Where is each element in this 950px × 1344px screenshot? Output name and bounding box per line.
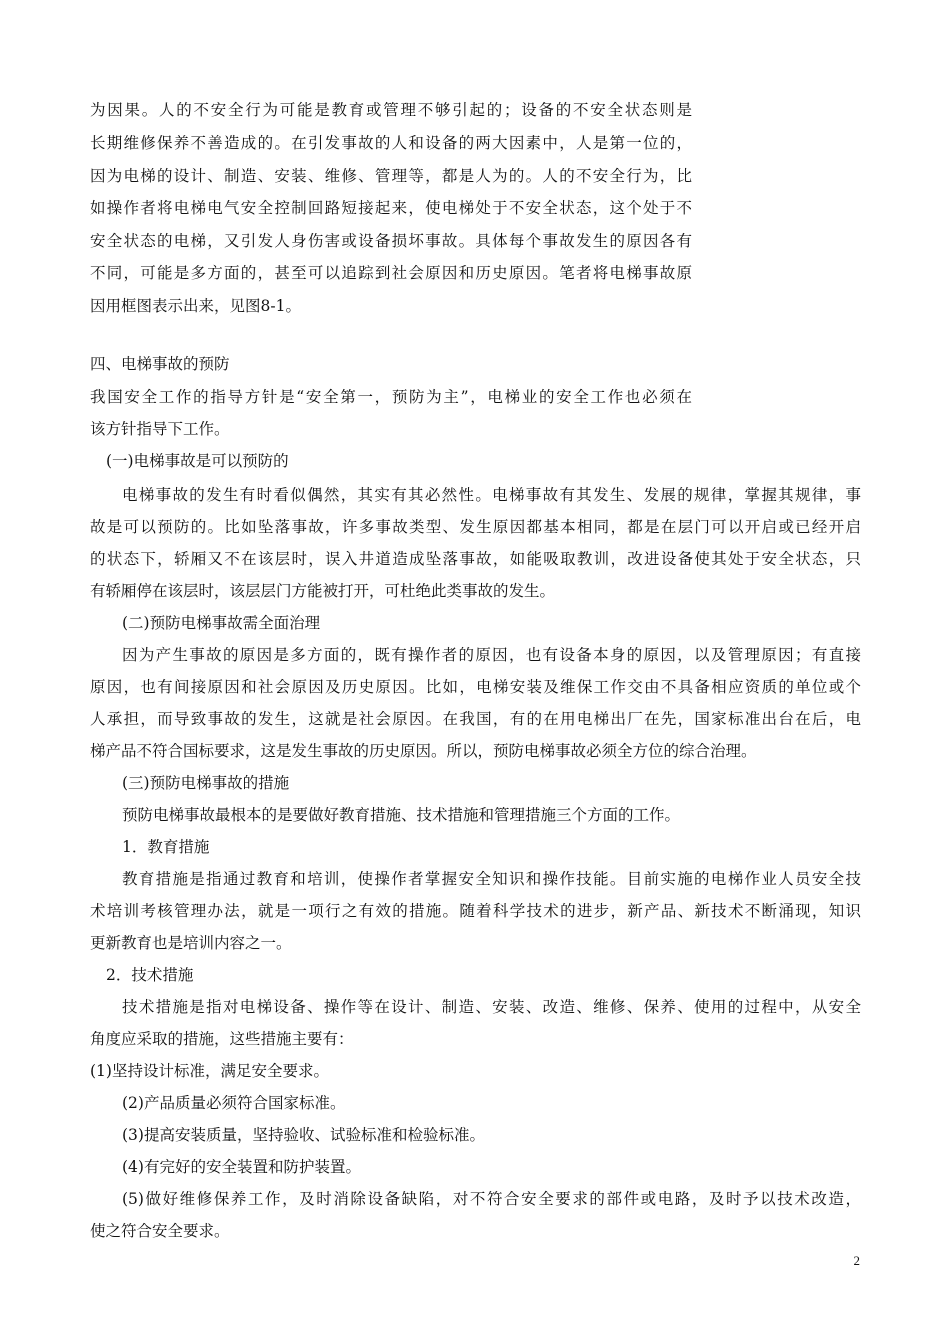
edu-line: 术培训考核管理办法，就是一项行之有效的措施。随着科学技术的进步，新产品、新技术不断涌现，知识 (90, 902, 861, 920)
sub1-line: 的状态下，轿厢又不在该层时，误入井道造成坠落事故，如能吸取教训，改进设备使其处于安全状态，只 (90, 550, 861, 568)
sub2-line: 因为产生事故的原因是多方面的，既有操作者的原因，也有设备本身的原因，以及管理原因；有直接 (122, 646, 861, 664)
page-number: 2 (853, 1253, 860, 1268)
list-item-continuation: 使之符合安全要求。 (90, 1222, 230, 1240)
tech-line: 技术措施是指对电梯设备、操作等在设计、制造、安装、改造、维修、保养、使用的过程中，从安全 (122, 998, 861, 1016)
sub2-line: 原因，也有间接原因和社会原因及历史原因。比如，电梯安装及维保工作交由不具备相应资质的单位或个 (90, 678, 861, 696)
subsection-heading: (三)预防电梯事故的措施 (122, 774, 290, 792)
sub2-line: 梯产品不符合国标要求，这是发生事故的历史原因。所以，预防电梯事故必须全方位的综合治理。 (90, 742, 757, 760)
intro-line: 为因果。人的不安全行为可能是教育或管理不够引起的；设备的不安全状态则是 (90, 101, 692, 119)
section4-line: 该方针指导下工作。 (90, 420, 230, 438)
intro-line: 安全状态的电梯，又引发人身伤害或设备损坏事故。具体每个事故发生的原因各有 (90, 232, 692, 250)
intro-line: 如操作者将电梯电气安全控制回路短接起来，使电梯处于不安全状态，这个处于不 (90, 199, 692, 217)
intro-line: 因用框图表示出来，见图8-1。 (90, 297, 301, 315)
list-item: (3)提高安装质量，坚持验收、试验标准和检验标准。 (122, 1126, 485, 1144)
list-item: (4)有完好的安全装置和防护装置。 (122, 1158, 361, 1176)
edu-line: 更新教育也是培训内容之一。 (90, 934, 292, 952)
edu-line: 教育措施是指通过教育和培训，使操作者掌握安全知识和操作技能。目前实施的电梯作业人员安全技 (122, 870, 861, 888)
intro-line: 长期维修保养不善造成的。在引发事故的人和设备的两大因素中，人是第一位的， (90, 134, 692, 152)
intro-line: 因为电梯的设计、制造、安装、维修、管理等，都是人为的。人的不安全行为，比 (90, 167, 692, 185)
sub1-line: 电梯事故的发生有时看似偶然，其实有其必然性。电梯事故有其发生、发展的规律，掌握其规律，事 (122, 486, 861, 504)
subsection-heading: (一)电梯事故是可以预防的 (106, 452, 289, 470)
intro-line: 不同，可能是多方面的，甚至可以追踪到社会原因和历史原因。笔者将电梯事故原 (90, 264, 692, 282)
section4-line: 我国安全工作的指导方针是“安全第一，预防为主”，电梯业的安全工作也必须在 (90, 388, 692, 406)
section-heading: 四、电梯事故的预防 (90, 355, 230, 373)
list-item: (1)坚持设计标准，满足安全要求。 (90, 1062, 329, 1080)
sub3-intro: 预防电梯事故最根本的是要做好教育措施、技术措施和管理措施三个方面的工作。 (122, 806, 681, 824)
sub1-line: 有轿厢停在该层时，该层层门方能被打开，可杜绝此类事故的发生。 (90, 582, 556, 600)
list-item: (5)做好维修保养工作，及时消除设备缺陷，对不符合安全要求的部件或电路，及时予以技术改造， (122, 1190, 861, 1208)
list-item: (2)产品质量必须符合国家标准。 (122, 1094, 346, 1112)
sub1-line: 故是可以预防的。比如坠落事故，许多事故类型、发生原因都基本相同，都是在层门可以开启或已经开启 (90, 518, 861, 536)
subsection-heading: (二)预防电梯事故需全面治理 (122, 614, 321, 632)
item-heading: 1．教育措施 (122, 838, 210, 856)
tech-line: 角度应采取的措施，这些措施主要有： (90, 1030, 354, 1048)
item-heading: 2．技术措施 (106, 966, 194, 984)
sub2-line: 人承担，而导致事故的发生，这就是社会原因。在我国，有的在用电梯出厂在先，国家标准出台在后，电 (90, 710, 861, 728)
